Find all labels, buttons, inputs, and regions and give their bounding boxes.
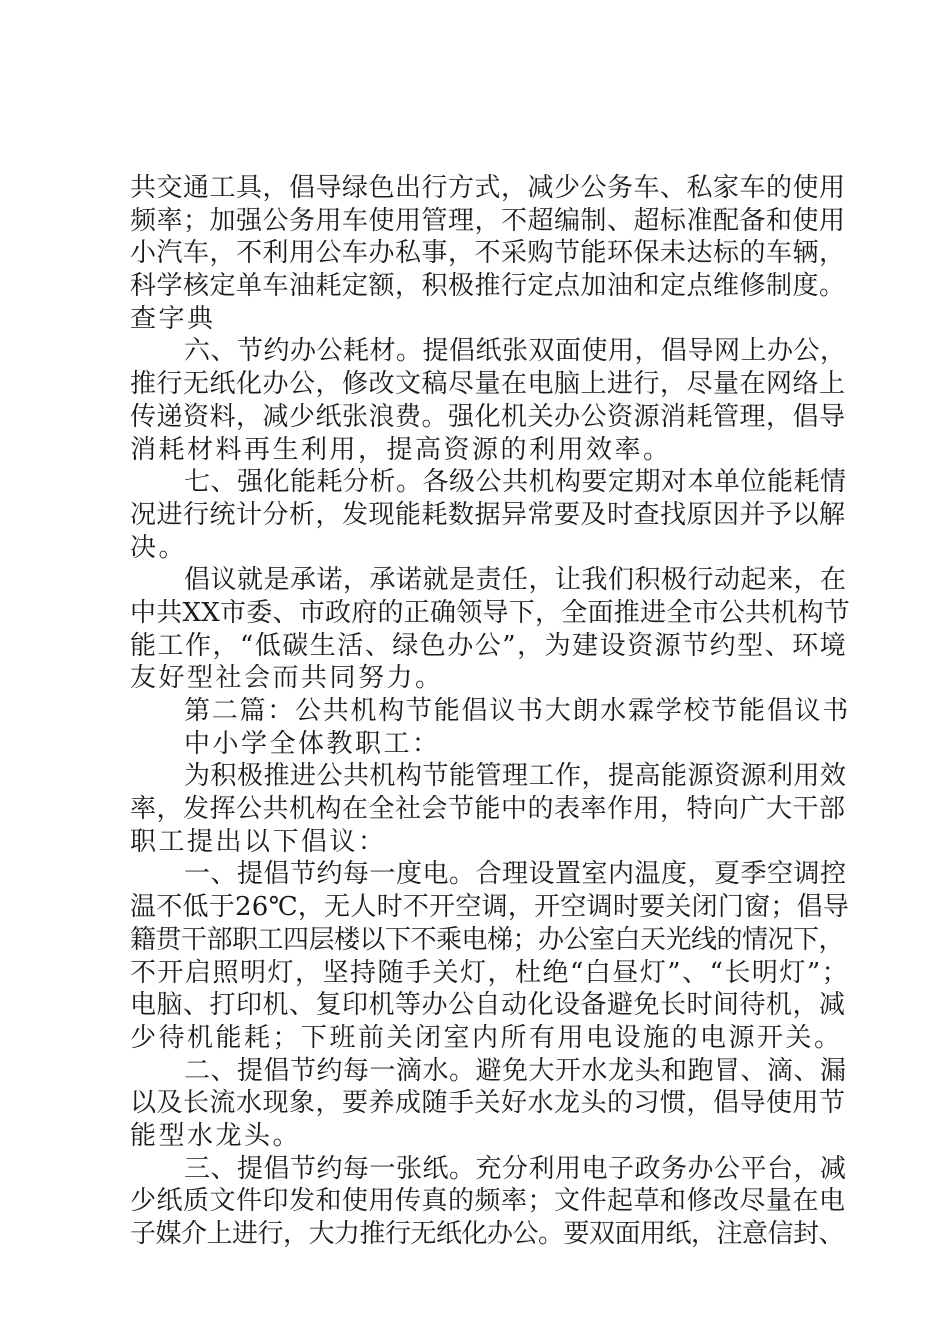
text-line: 中小学全体教职工： — [184, 728, 441, 759]
document-body — [130, 172, 850, 1251]
text-line: 为积极推进公共机构节能管理工作，提高能源资源利用效 — [184, 761, 847, 792]
text-line: 少待机能耗；下班前关闭室内所有用电设施的电源开关。 — [130, 1022, 843, 1053]
text-line: 能工作，“低碳生活、绿色办公”，为建设资源节约型、环境 — [130, 630, 848, 661]
text-line: 以及长流水现象，要养成随手关好水龙头的习惯，倡导使用节 — [130, 1088, 846, 1119]
text-line: 三、提倡节约每一张纸。充分利用电子政务办公平台，减 — [184, 1153, 847, 1184]
text-line: 电脑、打印机、复印机等办公自动化设备避免长时间待机，减 — [130, 990, 846, 1021]
text-line: 籍贯干部职工四层楼以下不乘电梯；办公室白天光线的情况下， — [130, 924, 845, 955]
text-line: 子媒介上进行，大力推行无纸化办公。要双面用纸，注意信封、 — [130, 1219, 845, 1249]
text-line: 一、提倡节约每一度电。合理设置室内温度，夏季空调控 — [184, 859, 847, 890]
text-line: 传递资料，减少纸张浪费。强化机关办公资源消耗管理，倡导 — [130, 401, 846, 432]
text-line: 二、提倡节约每一滴水。避免大开水龙头和跑冒、滴、漏 — [184, 1055, 847, 1086]
text-line: 能型水龙头。 — [130, 1120, 302, 1151]
text-line: 查字典 — [130, 303, 216, 334]
text-line: 温不低于26℃，无人时不开空调，开空调时要关闭门窗；倡导 — [130, 892, 850, 923]
text-line: 职工提出以下倡议： — [130, 826, 387, 857]
text-line: 决。 — [130, 532, 188, 563]
text-line: 推行无纸化办公，修改文稿尽量在电脑上进行，尽量在网络上 — [130, 369, 846, 400]
text-line: 共交通工具，倡导绿色出行方式，减少公务车、私家车的使用 — [130, 173, 846, 203]
text-line: 科学核定单车油耗定额，积极推行定点加油和定点维修制度。 — [130, 271, 846, 302]
text-line: 第二篇：公共机构节能倡议书大朗水霖学校节能倡议书 — [184, 696, 851, 726]
text-line: 率，发挥公共机构在全社会节能中的表率作用，特向广大干部 — [130, 794, 846, 825]
text-line: 倡议就是承诺，承诺就是责任，让我们积极行动起来，在 — [184, 565, 847, 596]
text-line: 友好型社会而共同努力。 — [130, 663, 444, 694]
text-line: 中共XX市委、市政府的正确领导下，全面推进全市公共机构节 — [130, 597, 851, 628]
text-line: 小汽车，不利用公车办私事，不采购节能环保未达标的车辆， — [130, 238, 846, 269]
text-line: 消耗材料再生利用，提高资源的利用效率。 — [130, 434, 672, 465]
text-line: 少纸质文件印发和使用传真的频率；文件起草和修改尽量在电 — [130, 1186, 846, 1217]
text-line: 况进行统计分析，发现能耗数据异常要及时查找原因并予以解 — [130, 499, 846, 530]
text-line: 不开启照明灯，坚持随手关灯，杜绝“白昼灯”、“长明灯”； — [130, 957, 850, 988]
text-line: 频率；加强公务用车使用管理，不超编制、超标准配备和使用 — [130, 205, 846, 236]
text-line: 六、节约办公耗材。提倡纸张双面使用，倡导网上办公， — [184, 336, 847, 367]
text-line: 七、强化能耗分析。各级公共机构要定期对本单位能耗情 — [184, 467, 847, 498]
